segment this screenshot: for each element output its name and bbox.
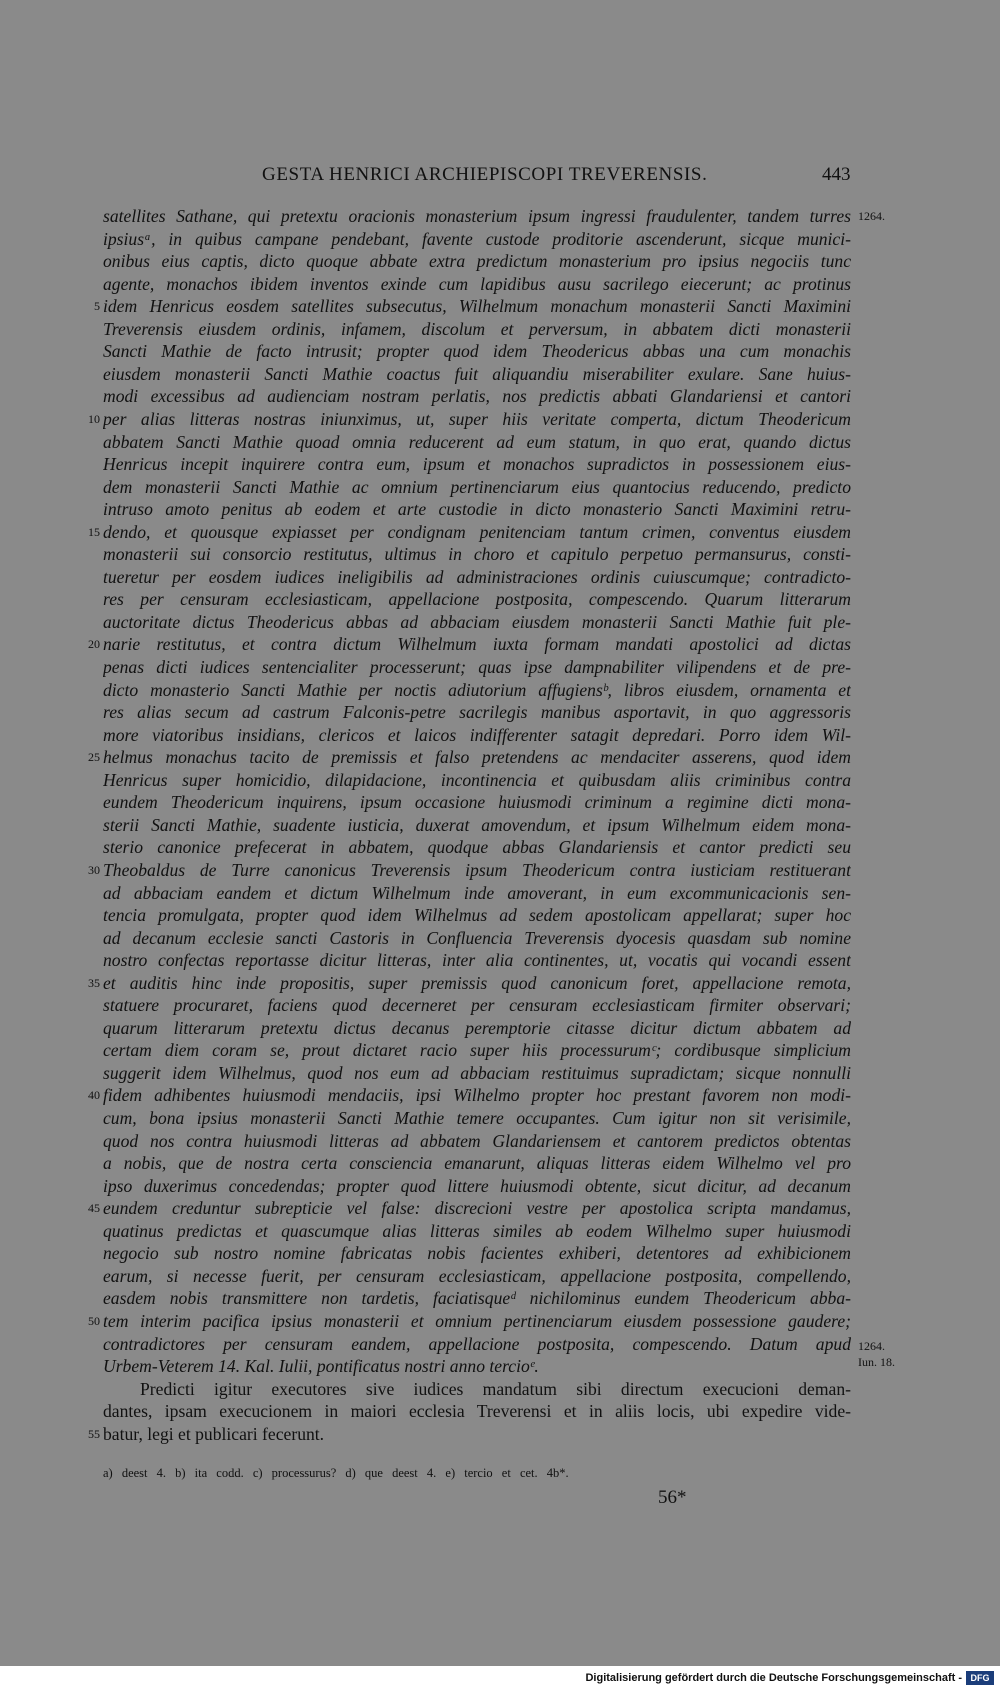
text-line: cum, bona ipsius monasterii Sancti Mathie temere occupantes. Cum igitur non sit verisimile, <box>103 1108 851 1128</box>
text-line: dantes, ipsam execucionem in maiori ecclesia Treverensi et in aliis locis, ubi expedire vide- <box>103 1401 851 1422</box>
signature-mark: 56* <box>658 1487 687 1508</box>
text-line: sterio canonice prefecerat in abbatem, quodque abbas Glandariensis et cantor predicti seu <box>103 837 851 858</box>
line-number: 15 <box>88 524 100 539</box>
text-line: tem interim pacifica ipsius monasterii et omnium pertinenciarum eiusdem possessione gaudere; <box>103 1310 851 1331</box>
line-number: 30 <box>88 862 100 877</box>
dfg-logo-icon: DFG <box>966 1671 994 1685</box>
digitization-footer <box>0 1666 1000 1692</box>
text-line: helmus monachus tacito de premissis et falso pretendens ac mendaciter asserens, quod idem <box>103 747 851 768</box>
text-line: ipso duxerimus concedendas; propter quod littere huiusmodi obtente, sicut dicitur, ad decanum <box>103 1175 851 1196</box>
line-number: 45 <box>88 1201 100 1216</box>
line-number: 20 <box>88 637 100 652</box>
text-line: res alias secum ad castrum Falconis-petre sacrilegis manibus asportavit, in quo aggressoris <box>103 702 851 723</box>
text-line: Predicti igitur executores sive iudices mandatum sibi directum execucioni deman- <box>140 1378 851 1399</box>
text-line: quod nos contra huiusmodi litteras ad abbatem Glandariensem et cantorem predictos obtentas <box>103 1130 851 1151</box>
text-line: tencia promulgata, propter quod idem Wilhelmus ad sedem apostolicam appellarat; super hoc <box>103 905 851 926</box>
text-line: auctoritate dictus Theodericus abbas ad abbaciam eiusdem monasterii Sancti Mathie fuit ple- <box>103 611 851 632</box>
text-line: abbatem Sancti Mathie quoad omnia reducerent ad eum statum, in quo erat, quando dictus <box>103 431 851 452</box>
text-line: contradictores per censuram eandem, appellacione postposita, compescendo. Datum apud <box>103 1333 851 1354</box>
text-line: agente, monachos ibidem inventos exinde cum lapidibus ausu sacrilego eiecerunt; ac protinus <box>103 273 851 294</box>
line-number: 50 <box>88 1313 100 1328</box>
line-number: 5 <box>94 299 100 314</box>
text-line: intruso amoto penitus ab eodem et arte custodie in dicto monasterio Sancti Maximini retru- <box>103 499 851 520</box>
text-line: et auditis hinc inde propositis, super premissis quod canonicum foret, appellacione remota, <box>103 972 851 993</box>
text-line: sterii Sancti Mathie, suadente iusticia, duxerat amovendum, et ipsum Wilhelmum eidem mona- <box>103 814 851 835</box>
line-number: 35 <box>88 975 100 990</box>
margin-note: Iun. 18. <box>858 1355 895 1370</box>
text-line: ad abbaciam eandem et dictum Wilhelmum inde amoverant, in eum excommunicacionis sen- <box>103 882 851 903</box>
line-number: 10 <box>88 411 100 426</box>
text-line: nostro confectas reportasse dicitur litteras, inter alia continentes, ut, vocatis qui vocandi essent <box>103 950 851 971</box>
running-header <box>0 164 1000 188</box>
text-line: satellites Sathane, qui pretextu oracionis monasterium ipsum ingressi fraudulenter, tandem turres <box>103 206 851 226</box>
line-number: 25 <box>88 750 100 765</box>
text-line: more viatoribus insidians, clericos et laicos indifferenter satagit depredari. Porro idem Wil- <box>103 724 851 745</box>
text-line: certam diem coram se, prout dictaret racio super hiis processurumᶜ; cordibusque simplicium <box>103 1040 851 1061</box>
text-line: a nobis, que de nostra certa consciencia emanarunt, aliquas litteras eidem Wilhelmo vel pro <box>103 1153 851 1174</box>
text-line: modi excessibus ad audienciam nostram perlatis, nos predictis abbati Glandariensi et cantori <box>103 386 851 407</box>
text-line: suggerit idem Wilhelmus, quod nos eum ad abbaciam restituimus supradictam; sicque nonnulli <box>103 1062 851 1083</box>
line-number: 55 <box>88 1426 100 1441</box>
text-line: idem Henricus eosdem satellites subsecutus, Wilhelmum monachum monasterii Sancti Maximini <box>103 296 851 317</box>
text-line: eiusdem monasterii Sancti Mathie coactus fuit aliquandiu miserabiliter exulare. Sane huius- <box>103 363 851 384</box>
text-line: earum, si necesse fuerit, per censuram ecclesiasticam, appellacione postposita, compellendo, <box>103 1265 851 1286</box>
text-line: ad decanum ecclesie sancti Castoris in Confluencia Treverensis dyocesis quasdam sub nomine <box>103 927 851 948</box>
text-line: monasterii sui consorcio restitutus, ultimus in choro et capitulo perpetuo permansurus, consti- <box>103 544 851 565</box>
text-line: quarum litterarum pretextu dictus decanus peremptorie citasse dicitur dictum abbatem ad <box>103 1017 851 1038</box>
text-line: penas dicti iudices sentencialiter processerunt; quas ipse dampnabiliter vilipendens et de pre- <box>103 657 851 677</box>
margin-note: 1264. <box>858 209 885 223</box>
text-line: onibus eius captis, dicto quoque abbate extra predictum monasterium pro ipsius negociis tunc <box>103 251 851 272</box>
page-number: 443 <box>822 164 851 185</box>
text-line: negocio sub nostro nomine fabricatas nobis facientes exhiberi, detentores ad exhibicionem <box>103 1243 851 1264</box>
text-line: Sancti Mathie de facto intrusit; propter quod idem Theodericus abbas una cum monachis <box>103 341 851 362</box>
text-line: quatinus predictas et quascumque alias litteras similes ab eodem Wilhelmo super huiusmodi <box>103 1220 851 1241</box>
text-line: ipsiusᵃ, in quibus campane pendebant, favente custode proditorie ascenderunt, sicque munici- <box>103 228 851 249</box>
text-line: eundem Theodericum inquirens, ipsum occasione huiusmodi criminum a regimine dicti mona- <box>103 792 851 813</box>
text-line: statuere procuraret, faciens quod decerneret per censuram ecclesiasticam firmiter observari; <box>103 995 851 1016</box>
text-line: narie restitutus, et contra dictum Wilhelmum iuxta formam mandati apostolici ad dictas <box>103 634 851 655</box>
text-line: Urbem-Veterem 14. Kal. Iulii, pontificatus nostri anno tercioᵉ. <box>103 1356 539 1377</box>
text-line: per alias litteras nostras iniunximus, ut, super hiis veritate comperta, dictum Theodericum <box>103 408 851 429</box>
text-line: dendo, et quousque expiasset per condignam penitenciam tantum crimen, conventus eiusdem <box>103 521 851 542</box>
text-line: fidem adhibentes huiusmodi mendaciis, ipsi Wilhelmo propter hoc prestant favorem non modi- <box>103 1085 851 1106</box>
text-line: batur, legi et publicari fecerunt. <box>103 1423 325 1444</box>
text-line: eundem creduntur subrepticie vel false: discrecioni vestre per apostolica scripta mandamus, <box>103 1198 851 1219</box>
text-line: easdem nobis transmittere non tardetis, faciatisqueᵈ nichilominus eundem Theodericum abba- <box>103 1288 851 1309</box>
funding-credit: Digitalisierung gefördert durch die Deutsche Forschungsgemeinschaft - <box>585 1672 962 1684</box>
text-line: Theobaldus de Turre canonicus Treverensis ipsum Theodericum contra iusticiam restituerant <box>103 859 851 880</box>
margin-note: 1264. <box>858 1338 885 1353</box>
line-number: 40 <box>88 1088 100 1103</box>
text-line: tueretur per eosdem iudices ineligibilis ad administraciones ordinis cuiuscumque; contradicto- <box>103 566 851 587</box>
text-line: Treverensis eiusdem ordinis, infamem, discolum et perversum, in abbatem dicti monasterii <box>103 318 851 339</box>
text-line: dicto monasterio Sancti Mathie per noctis adiutorium affugiensᵇ, libros eiusdem, ornamenta et <box>103 679 851 700</box>
footnotes: a) deest 4. b) ita codd. c) processurus? d) que deest 4. e) tercio et cet. 4b*. <box>103 1466 569 1480</box>
text-line: dem monasterii Sancti Mathie ac omnium pertinenciarum eius quantocius reducendo, predicto <box>103 476 851 497</box>
text-line: Henricus incepit inquirere contra eum, ipsum et monachos supradictos in possessionem eius- <box>103 454 851 475</box>
running-title: GESTA HENRICI ARCHIEPISCOPI TREVERENSIS. <box>262 164 708 185</box>
text-line: Henricus super homicidio, dilapidacione, incontinencia et quibusdam aliis criminibus contra <box>103 769 851 790</box>
text-line: res per censuram ecclesiasticam, appellacione postposita, compescendo. Quarum litterarum <box>103 589 851 610</box>
